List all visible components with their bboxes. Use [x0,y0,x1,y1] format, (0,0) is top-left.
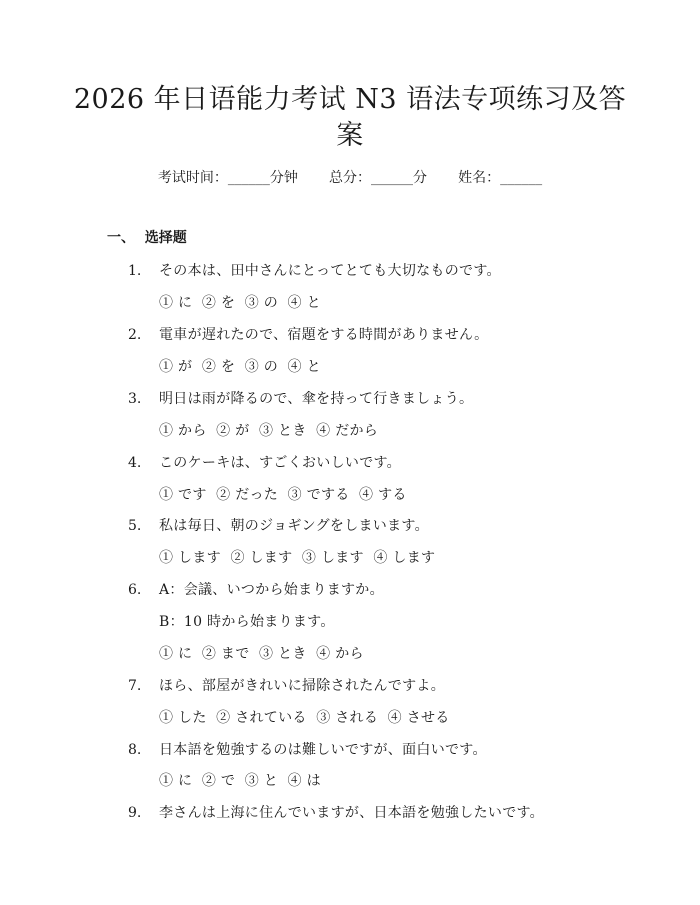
section-heading: 一、 选择题 [107,230,187,246]
question-number: 2. [128,327,142,343]
title-line-1: 2026 年日语能力考试 N3 语法专项练习及答 [73,84,627,115]
question-text: 日本語を勉強するのは難しいですが、面白いです。 [159,742,487,758]
question-subtext: B：10 時から始まります。 [159,614,335,630]
question-options: ① です ② だった ③ でする ④ する [159,487,407,503]
question-number: 5. [128,518,142,534]
question-options: ① します ② します ③ します ④ します [159,550,436,566]
question-options: ① が ② を ③ の ④ と [159,359,321,375]
question-number: 1. [128,263,142,279]
question-text: 私は毎日、朝のジョギングをしまいます。 [159,518,429,534]
question-options: ① に ② まで ③ とき ④ から [159,646,364,662]
question-number: 6. [128,582,142,598]
question-number: 7. [128,678,142,694]
question-text: 電車が遅れたので、宿題をする時間がありません。 [159,327,489,343]
exam-meta [0,168,700,188]
exam-time-field: 考试时间：______分钟 [157,170,298,186]
question-number: 4. [128,455,142,471]
question-text: ほら、部屋がきれいに掃除されたんですよ。 [159,678,445,694]
question-text: A：会議、いつから始まりますか。 [159,582,384,598]
title-line-2: 案 [336,120,364,151]
page-title [60,82,640,154]
student-name-field: 姓名：______ [458,170,543,186]
question-options: ① から ② が ③ とき ④ だから [159,423,379,439]
question-number: 3. [128,391,142,407]
question-text: このケーキは、すごくおいしいです。 [159,455,401,471]
total-score-field: 总分：______分 [329,170,427,186]
question-options: ① した ② されている ③ される ④ させる [159,710,450,726]
question-options: ① に ② で ③ と ④ は [159,773,321,789]
question-number: 9. [128,805,142,821]
question-options: ① に ② を ③ の ④ と [159,295,321,311]
question-text: その本は、田中さんにとってとても大切なものです。 [159,263,501,279]
question-text: 明日は雨が降るので、傘を持って行きましょう。 [159,391,474,407]
question-number: 8. [128,742,142,758]
question-text: 李さんは上海に住んでいますが、日本語を勉強したいです。 [159,805,544,821]
